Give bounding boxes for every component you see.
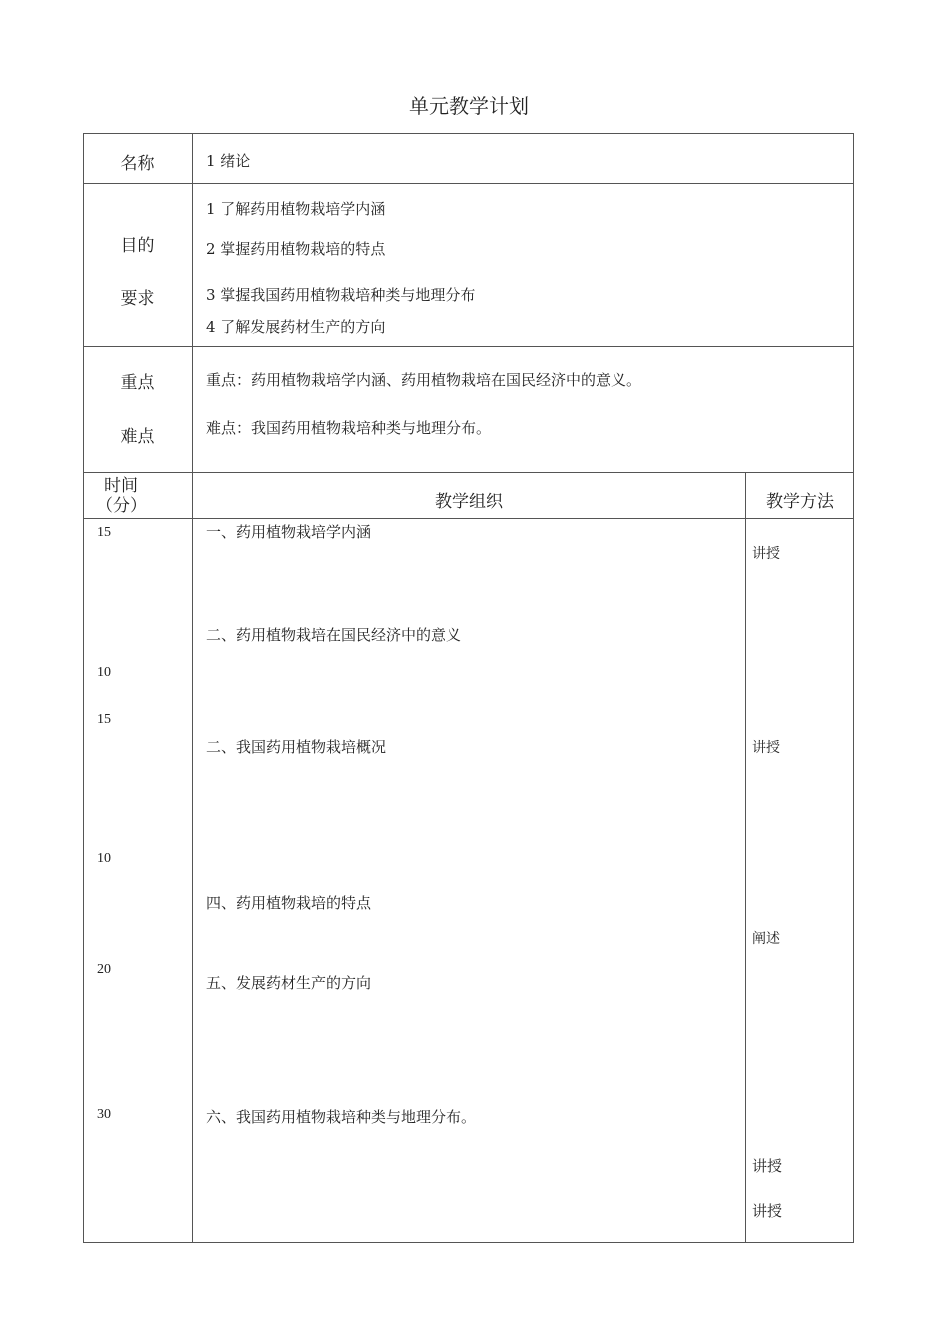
organization-header: 教学组织 <box>435 492 503 512</box>
time-unit-header: （分） <box>96 496 147 516</box>
goal-item: 2 掌握药用植物栽培的特点 <box>206 240 386 258</box>
row-divider <box>83 183 854 184</box>
topic-item: 五、发展药材生产的方向 <box>206 974 372 992</box>
time-value: 20 <box>97 962 111 977</box>
name-value: 1 绪论 <box>206 152 251 170</box>
row-divider <box>83 518 854 519</box>
goal-item: 3 掌握我国药用植物栽培种类与地理分布 <box>206 286 476 304</box>
goals-label: 目的 <box>120 236 155 256</box>
difficult-points-label: 难点 <box>120 427 155 447</box>
time-header: 时间 <box>104 476 138 496</box>
method-value: 讲授 <box>752 546 780 562</box>
topic-item: 六、我国药用植物栽培种类与地理分布。 <box>206 1108 477 1126</box>
difficult-points-text: 难点：我国药用植物栽培种类与地理分布。 <box>206 419 492 437</box>
requirements-label: 要求 <box>120 289 155 309</box>
topic-item: 二、药用植物栽培在国民经济中的意义 <box>206 626 462 644</box>
key-points-label: 重点 <box>120 373 155 393</box>
key-points-text: 重点：药用植物栽培学内涵、药用植物栽培在国民经济中的意义。 <box>206 371 642 389</box>
method-value: 讲授 <box>752 1202 783 1220</box>
column-divider <box>745 472 746 1243</box>
method-value: 讲授 <box>752 740 780 756</box>
time-value: 30 <box>97 1107 111 1122</box>
method-header: 教学方法 <box>766 492 834 512</box>
time-value: 15 <box>97 712 111 727</box>
time-value: 10 <box>97 665 111 680</box>
row-divider <box>83 346 854 347</box>
name-label: 名称 <box>120 154 155 174</box>
goal-item: 1 了解药用植物栽培学内涵 <box>206 200 386 218</box>
row-divider <box>83 472 854 473</box>
column-divider <box>192 133 193 1243</box>
goal-item: 4 了解发展药材生产的方向 <box>206 318 386 336</box>
method-value: 阐述 <box>752 931 780 947</box>
topic-item: 一、药用植物栽培学内涵 <box>206 523 372 541</box>
time-value: 10 <box>97 851 111 866</box>
page-title: 单元教学计划 <box>409 94 529 118</box>
topic-item: 二、我国药用植物栽培概况 <box>206 738 387 756</box>
method-value: 讲授 <box>752 1157 783 1175</box>
topic-item: 四、药用植物栽培的特点 <box>206 894 372 912</box>
time-value: 15 <box>97 525 111 540</box>
